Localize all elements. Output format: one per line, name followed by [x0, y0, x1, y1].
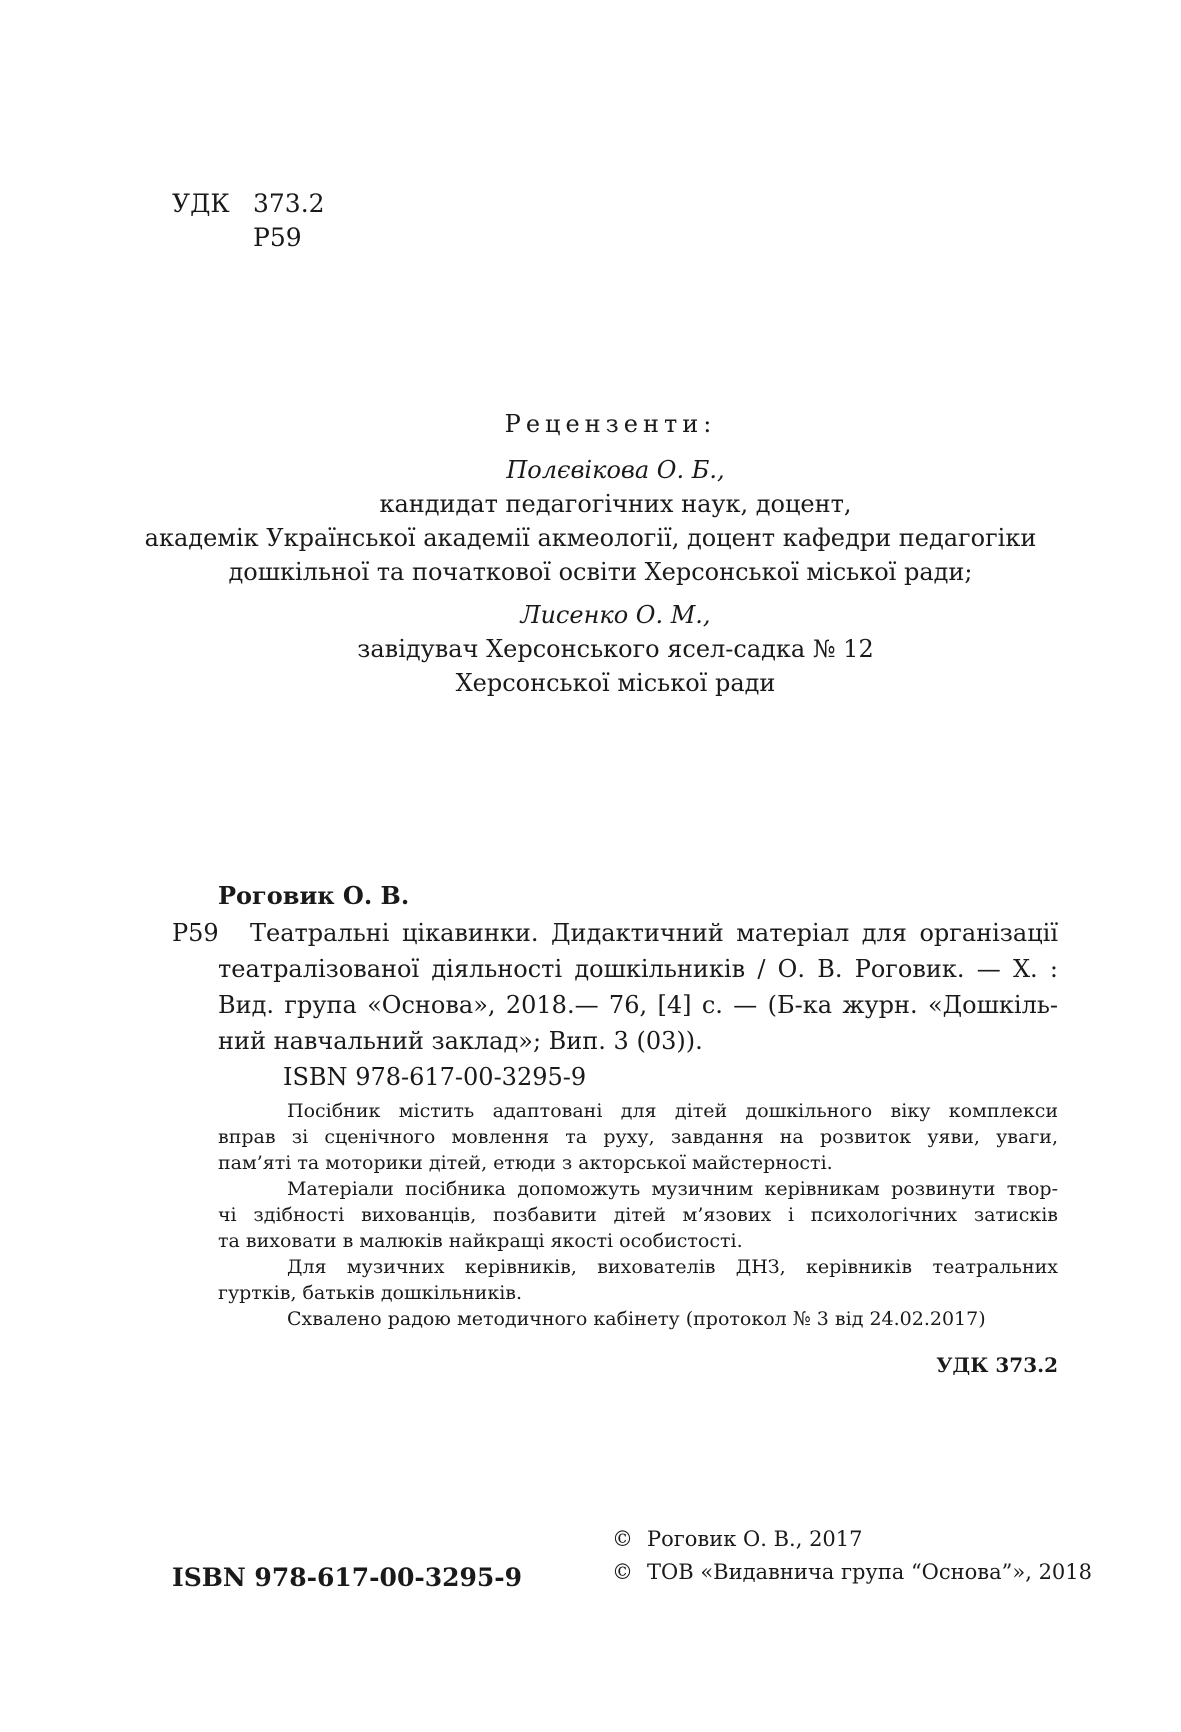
copyright-publisher: ТОВ «Видавнича група “Основа”», 2018 [647, 1560, 1093, 1584]
bib-author: Роговик О. В. [218, 881, 410, 910]
bib-title-line-1: Театральні цікавинки. Дидактичний матеріал для організації [250, 919, 1058, 947]
reviewer-2-position: завідувач Херсонського ясел-садка № 12 [357, 635, 874, 663]
copyright-symbol-1: © [612, 1527, 633, 1551]
bib-title-line-4: ний навчальний заклад»; Вип. 3 (03)). [218, 1027, 703, 1055]
reviewer-1-degree: кандидат педагогічних наук, доцент, [379, 490, 852, 518]
annotation-p3-line-2: гуртків, батьків дошкільників. [218, 1282, 523, 1304]
annotation-p1-line-3: пам’яті та моторики дітей, етюди з акторської майстерності. [218, 1152, 833, 1174]
copyright-author: Роговик О. В., 2017 [647, 1527, 863, 1551]
reviewer-2-affiliation: Херсонської міської ради [455, 669, 776, 697]
reviewers-heading: Рецензенти: [504, 410, 717, 438]
udk-code: 373.2 [253, 189, 325, 218]
bib-sign: Р59 [172, 919, 219, 947]
reviewer-1-position: академік Української академії акмеології, доцент кафедри педагогіки [144, 524, 1037, 552]
bib-title-line-2: театралізованої діяльності дошкільників / О. В. Роговик. — Х. : [218, 955, 1058, 983]
annotation-p3-line-1: Для музичних керівників, вихователів ДНЗ, керівників театральних [287, 1256, 1058, 1278]
udk-label: УДК [172, 189, 230, 218]
annotation-p2-line-3: та виховати в малюків найкращі якості особистості. [218, 1230, 743, 1252]
bib-title-line-3: Вид. група «Основа», 2018.— 76, [4] с. — (Б-ка журн. «Дошкіль- [218, 991, 1058, 1019]
annotation-p1-line-2: вправ зі сценічного мовлення та руху, завдання на розвиток уяви, уваги, [218, 1126, 1058, 1148]
copyright-symbol-2: © [612, 1560, 633, 1584]
isbn-bottom: ISBN 978-617-00-3295-9 [172, 1563, 523, 1592]
annotation-p2-line-2: чі здібності вихованців, позбавити дітей м’язових і психологічних затисків [218, 1204, 1058, 1226]
bib-isbn: ISBN 978-617-00-3295-9 [283, 1063, 587, 1091]
annotation-p2-line-1: Матеріали посібника допоможуть музичним керівникам розвинути твор- [287, 1178, 1058, 1200]
udk-bottom: УДК 373.2 [936, 1353, 1058, 1377]
reviewer-1-affiliation: дошкільної та початкової освіти Херсонської міської ради; [228, 558, 973, 586]
reviewer-1-name: Полєвікова О. Б., [506, 456, 725, 484]
annotation-approval: Схвалено радою методичного кабінету (протокол № 3 від 24.02.2017) [287, 1308, 986, 1330]
reviewer-2-name: Лисенко О. М., [520, 601, 711, 629]
udk-author-sign: Р59 [253, 223, 302, 252]
annotation-p1-line-1: Посібник містить адаптовані для дітей дошкільного віку комплекси [287, 1100, 1058, 1122]
